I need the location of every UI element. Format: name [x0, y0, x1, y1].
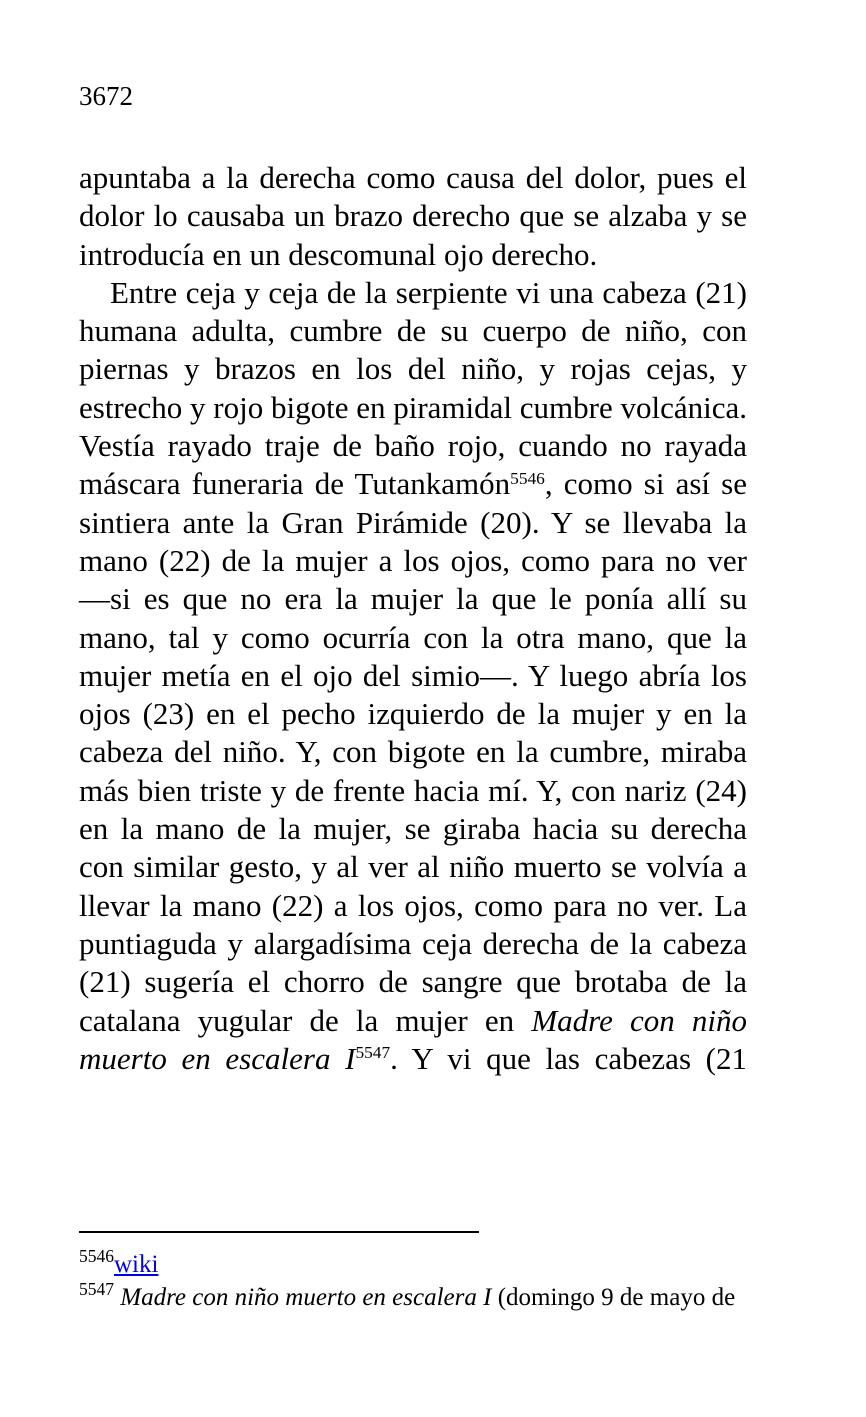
footnotes	[79, 1248, 759, 1314]
wiki-link[interactable]: wiki	[114, 1251, 159, 1278]
body-text	[79, 159, 747, 1078]
page-number: 3672	[79, 81, 133, 111]
paragraph-1: apuntaba a la derecha como causa del dolor, pues el dolor lo causaba un brazo derecho que se alzaba y se introducía en un descomunal ojo derecho.	[79, 160, 747, 272]
footnote-artwork-title: Madre con niño muerto en escalera I	[120, 1284, 492, 1311]
paragraph-2-text-c: . Y vi que las cabezas (21	[390, 1040, 747, 1076]
footnote-divider	[79, 1231, 479, 1233]
footnote-5547	[79, 1281, 759, 1314]
footnote-text: (domingo 9 de mayo de	[491, 1284, 736, 1311]
footnote-number: 5546	[79, 1246, 114, 1267]
paragraph-2-text-b: , como si así se sintiera ante la Gran Pirámide (20). Y se llevaba la mano (22) de la mujer a los ojos, como para no ver —si es que no era la mujer la que le ponía allí su mano, tal y como ocurría con la otra mano, que la mujer metía en el ojo del simio—. Y luego abría los ojos (23) en el pecho izquierdo de la mujer y en la cabeza del niño. Y, con bigote en la cumbre, miraba más bien triste y de frente hacia mí. Y, con nariz (24) en la mano de la mujer, se giraba hacia su derecha con similar gesto, y al ver al niño muerto se volvía a llevar la mano (22) a los ojos, como para no ver. La puntiaguda y alargadísima ceja derecha de la cabeza (21) sugería el chorro de sangre que brotaba de la catalana yugular de la mujer en	[79, 466, 748, 1038]
paragraph-2	[79, 274, 747, 1078]
footnote-number: 5547	[79, 1279, 114, 1300]
footnote-5546	[79, 1248, 759, 1281]
paragraph-2-text-a: Entre ceja y ceja de la serpiente vi una cabeza (21) humana adulta, cumbre de su cuerpo de niño, con piernas y brazos en los del niño, y rojas cejas, y estrecho y rojo bigote en piramidal cumbre volcánica. Vestía rayado traje de baño rojo, cuando no rayada máscara funeraria de Tutankamón	[79, 274, 747, 502]
artwork-title: Madre con niño muerto en escalera I	[79, 1002, 747, 1076]
footnote-ref-5546[interactable]: 5546	[510, 468, 545, 488]
footnote-ref-5547[interactable]: 5547	[355, 1043, 391, 1063]
